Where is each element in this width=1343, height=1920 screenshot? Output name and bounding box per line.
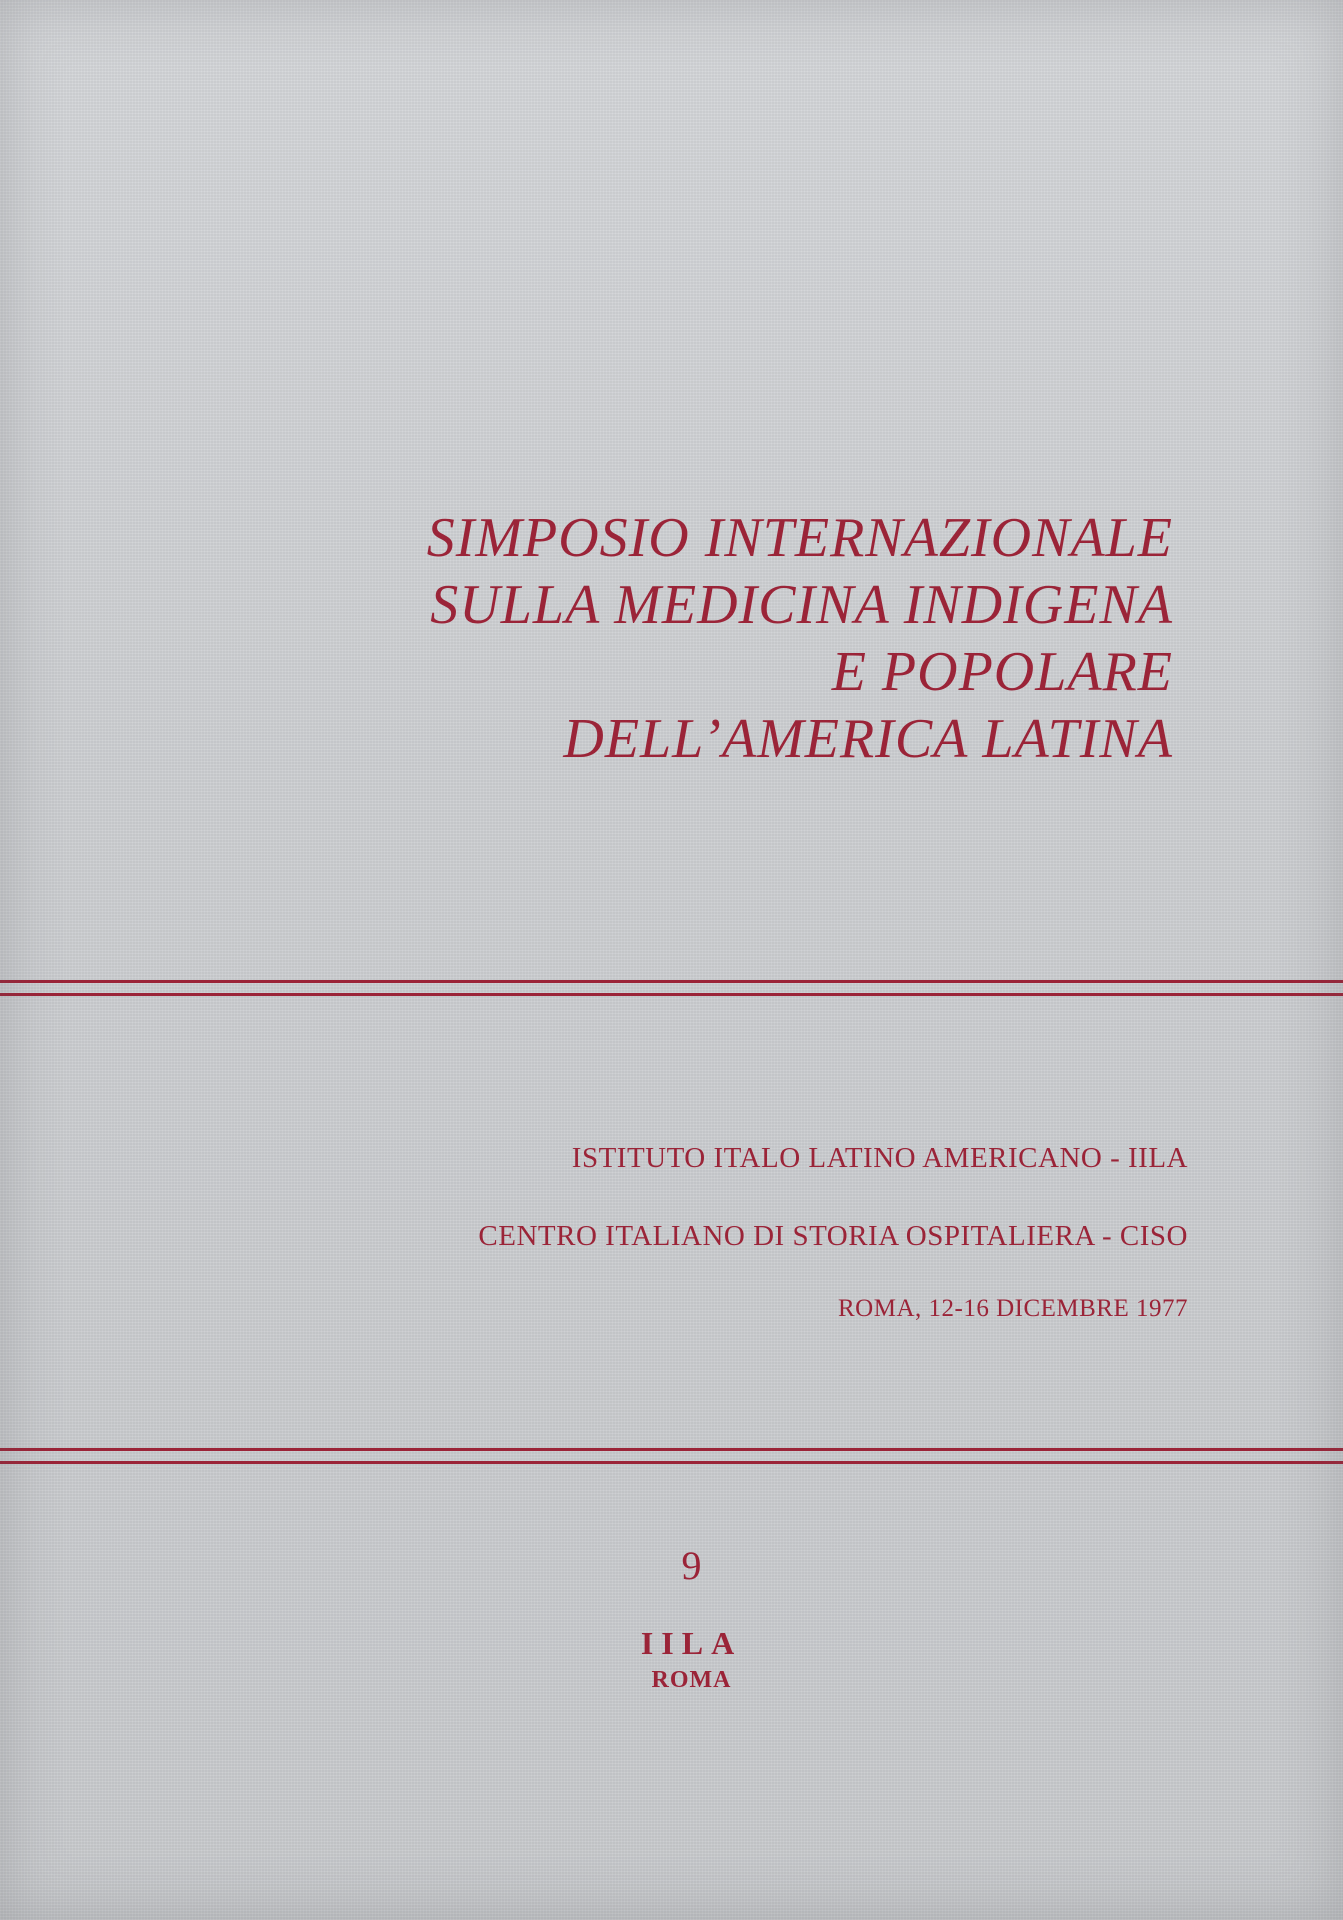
title-line-1: SIMPOSIO INTERNAZIONALE — [426, 507, 1173, 569]
title-line-4: DELL’AMERICA LATINA — [563, 708, 1173, 770]
upper-divider-line-top — [0, 980, 1343, 983]
publisher-name: IILA — [640, 1625, 743, 1661]
cover-title — [173, 505, 1173, 773]
organizer-ciso: CENTRO ITALIANO DI STORIA OSPITALIERA - CISO — [478, 1220, 1188, 1252]
lower-divider-line-top — [0, 1448, 1343, 1451]
volume-number: 9 — [681, 1543, 702, 1588]
upper-divider-line-bottom — [0, 993, 1343, 996]
lower-divider-line-bottom — [0, 1461, 1343, 1464]
organizer-iila: ISTITUTO ITALO LATINO AMERICANO - IILA — [571, 1142, 1188, 1174]
title-line-2: SULLA MEDICINA INDIGENA — [430, 574, 1173, 636]
title-line-3: E POPOLARE — [831, 641, 1173, 703]
publisher-city: ROMA — [651, 1667, 732, 1693]
place-and-date: ROMA, 12-16 DICEMBRE 1977 — [837, 1295, 1188, 1322]
